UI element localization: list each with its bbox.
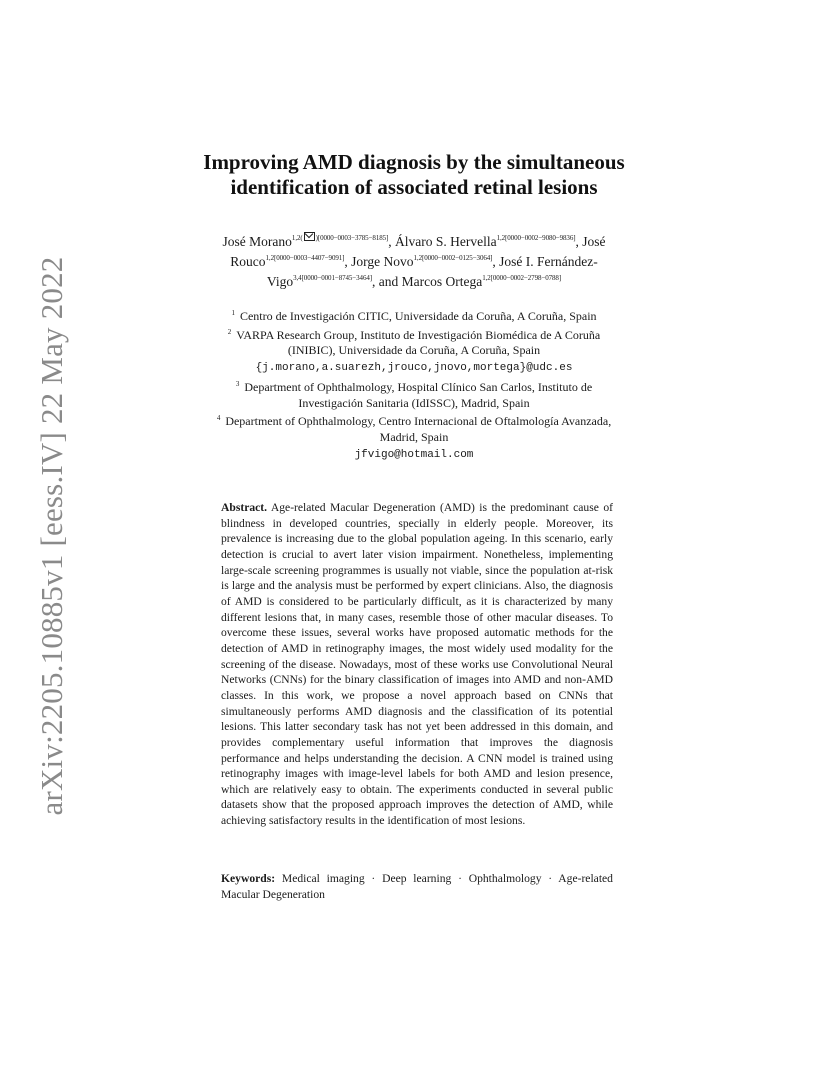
title-line-1: Improving AMD diagnosis by the simultaneous [203, 150, 625, 174]
title-line-2: identification of associated retinal lesions [230, 175, 598, 199]
affiliation-text: (INIBIC), Universidade da Coruña, A Coruña, Spain [287, 343, 541, 358]
author-affiliation: 1,2[0000−0002−0125−3064] [413, 254, 493, 262]
author-name: José I. Fernández-Vigo [266, 254, 598, 289]
affiliation-number: 1 [231, 309, 235, 317]
keywords [221, 871, 613, 902]
affiliations [190, 306, 638, 463]
author-separator: , [388, 234, 395, 249]
author-separator: , [492, 254, 500, 269]
author-orcid: )[0000−0003−3785−8185] [315, 234, 389, 242]
affiliation-number: 4 [216, 414, 221, 423]
abstract [221, 500, 613, 829]
affiliation-1 [190, 306, 638, 325]
author-separator: , [344, 254, 352, 269]
author-separator: , [575, 234, 583, 249]
affiliation-2 [190, 325, 638, 377]
affiliation-4 [190, 411, 638, 463]
keywords-label: Keywords: [221, 872, 276, 885]
author-affiliation: 1,2[0000−0002−9080−9836] [496, 234, 576, 242]
affiliation-text: Department of Ophthalmology, Hospital Clínico San Carlos, Instituto de [244, 379, 593, 394]
author-name: José Rouco [230, 234, 606, 269]
arxiv-identifier: arXiv:2205.10885v1 [eess.IV] 22 May 2022 [34, 256, 69, 816]
affiliation-text: Madrid, Spain [379, 429, 449, 444]
abstract-label: Abstract. [221, 501, 268, 514]
affiliation-number: 3 [235, 379, 240, 388]
email-address[interactable]: jfvigo@hotmail.com [354, 448, 474, 461]
affiliation-text: Centro de Investigación CITIC, Universidade da Coruña, A Coruña, Spain [239, 309, 597, 323]
author-name: Álvaro S. Hervella [395, 234, 497, 249]
author-sup: 1,2( [291, 234, 303, 242]
affiliation-text: Investigación Sanitaria (IdISSC), Madrid, Spain [298, 395, 530, 410]
envelope-icon [304, 232, 315, 241]
affiliation-3 [190, 377, 638, 411]
affiliation-number: 2 [227, 327, 232, 336]
paper-title [150, 150, 678, 200]
author-name: José Morano [222, 234, 292, 249]
affiliation-text: VARPA Research Group, Instituto de Investigación Biomédica de A Coruña [236, 327, 601, 342]
abstract-text: Age-related Macular Degeneration (AMD) is the predominant cause of blindness in developed countries, specially in elderly people. Moreover, its prevalence is increasing due to the global population ageing. In this scenario, early detection is crucial to avert later vision impairment. Nonetheless, implementing large-scale screening programmes is usually not viable, since the population at-risk is large and the analysis must be performed by expert clinicians. Also, the diagnosis of AMD is considered to be particularly difficult, as it is characterized by many different lesions that, in many cases, resemble those of other macular diseases. To overcome these issues, several works have proposed automatic methods for the detection of AMD in retinography images, the most widely used modality for the screening of the disease. Nowadays, most of these works use Convolutional Neural Networks (CNNs) for the binary classification of images into AMD and non-AMD classes. In this work, we propose a novel approach based on CNNs that simultaneously performs AMD diagnosis and the classification of its potential lesions. This latter secondary task has not yet been addressed in this domain, and provides complementary useful information that improves the diagnosis performance and helps understanding the decision. A CNN model is trained using retinography images with image-level labels for both AMD and lesion presence, which are relatively easy to obtain. The experiments conducted in several public datasets show that the proposed approach improves the detection of AMD, while achieving satisfactory results in the identification of most lesions. [221, 501, 613, 828]
author-list [190, 230, 638, 290]
author-affiliation: 1,2[0000−0003−4407−9091] [265, 254, 345, 262]
author-affiliation [292, 234, 388, 242]
keywords-text: Medical imaging · Deep learning · Ophthalmology · Age-related Macular Degeneration [221, 872, 613, 901]
author-name: Marcos Ortega [401, 274, 483, 289]
affiliation-text: Department of Ophthalmology, Centro Internacional de Oftalmología Avanzada, [225, 414, 612, 429]
author-affiliation: 3,4[0000−0001−8745−3464] [293, 274, 372, 282]
author-affiliation: 1,2[0000−0002−2798−0788] [482, 274, 562, 282]
author-separator: , and [371, 274, 402, 289]
email-address[interactable]: {j.morano,a.suarezh,jrouco,jnovo,mortega}@udc.es [255, 362, 573, 375]
author-name: Jorge Novo [351, 254, 414, 269]
